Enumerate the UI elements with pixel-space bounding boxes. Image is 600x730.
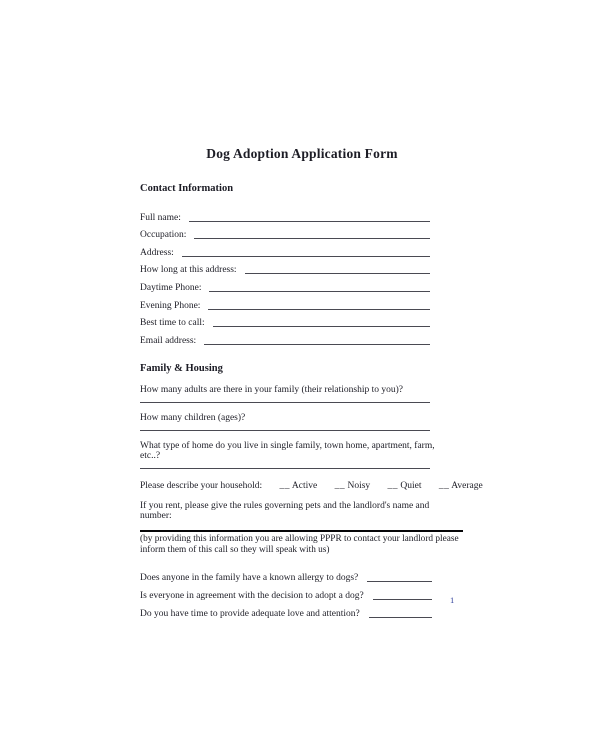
field-label: Address: (140, 247, 174, 258)
option-noisy (335, 481, 371, 491)
document-content (140, 146, 483, 620)
field-occupation (140, 223, 430, 241)
family-section-heading: Family & Housing (140, 362, 223, 374)
contact-fields (140, 205, 430, 346)
field-label: Occupation: (140, 230, 187, 241)
page-title: Dog Adoption Application Form (206, 146, 398, 161)
page-number: 1 (450, 595, 455, 605)
field-label: Full name: (140, 212, 181, 223)
option-label: Average (451, 480, 483, 491)
field-email-address (140, 328, 430, 346)
blank-answer-line (369, 617, 432, 618)
field-label: Daytime Phone: (140, 282, 202, 293)
option-quiet (388, 481, 422, 491)
section-family-housing (140, 362, 483, 620)
question-adults: How many adults are there in your family (their relationship to you)? (140, 384, 404, 395)
question-text: Do you have time to provide adequate love and attention? (140, 609, 360, 620)
question-rent-rules: If you rent, please give the rules governing pets and the landlord's name and number: (140, 500, 430, 521)
household-label: Please describe your household: (140, 480, 263, 491)
yes-no-questions (140, 565, 464, 619)
checkbox-blank: __ (279, 480, 291, 491)
landlord-contact-note: (by providing this information you are allowing PPPR to contact your landlord please inform them of this call so they will speak with us) (140, 534, 459, 556)
question-home-type: What type of home do you live in single family, town home, apartment, farm, etc..? (140, 440, 435, 461)
blank-answer-line (367, 581, 432, 582)
field-how-long-at-address (140, 258, 430, 276)
checkbox-blank: __ (438, 480, 450, 491)
checkbox-blank: __ (387, 480, 399, 491)
field-address (140, 240, 430, 258)
field-full-name (140, 205, 430, 223)
contact-section-heading: Contact Information (140, 183, 234, 194)
blank-answer-line (204, 344, 430, 345)
checkbox-blank: __ (334, 480, 346, 491)
question-children: How many children (ages)? (140, 412, 246, 423)
option-active (280, 481, 318, 491)
blank-answer-line (209, 291, 430, 292)
field-evening-phone (140, 293, 430, 311)
option-label: Noisy (347, 480, 371, 491)
field-label: How long at this address: (140, 265, 237, 276)
question-agreement-row (140, 583, 432, 601)
bold-answer-line (140, 530, 463, 533)
blank-answer-line (213, 326, 430, 327)
field-label: Best time to call: (140, 318, 205, 329)
blank-answer-line (140, 430, 430, 431)
field-label: Evening Phone: (140, 300, 201, 311)
option-label: Active (291, 480, 318, 491)
question-text: Is everyone in agreement with the decision to adopt a dog? (140, 591, 364, 602)
blank-answer-line (182, 256, 430, 257)
field-best-time-to-call (140, 311, 430, 329)
question-time-row (140, 601, 432, 619)
option-label: Quiet (400, 480, 422, 491)
question-text: Does anyone in the family have a known allergy to dogs? (140, 573, 359, 584)
blank-answer-line (245, 273, 430, 274)
option-average (439, 481, 483, 491)
blank-answer-line (140, 402, 430, 403)
question-allergy-row (140, 565, 432, 583)
blank-answer-line (189, 221, 430, 222)
section-contact-information (140, 183, 464, 346)
household-description-row (140, 480, 483, 491)
blank-answer-line (373, 599, 432, 600)
blank-answer-line (208, 309, 430, 310)
blank-answer-line (194, 238, 430, 239)
field-daytime-phone (140, 275, 430, 293)
blank-answer-line (140, 468, 430, 469)
field-label: Email address: (140, 335, 197, 346)
